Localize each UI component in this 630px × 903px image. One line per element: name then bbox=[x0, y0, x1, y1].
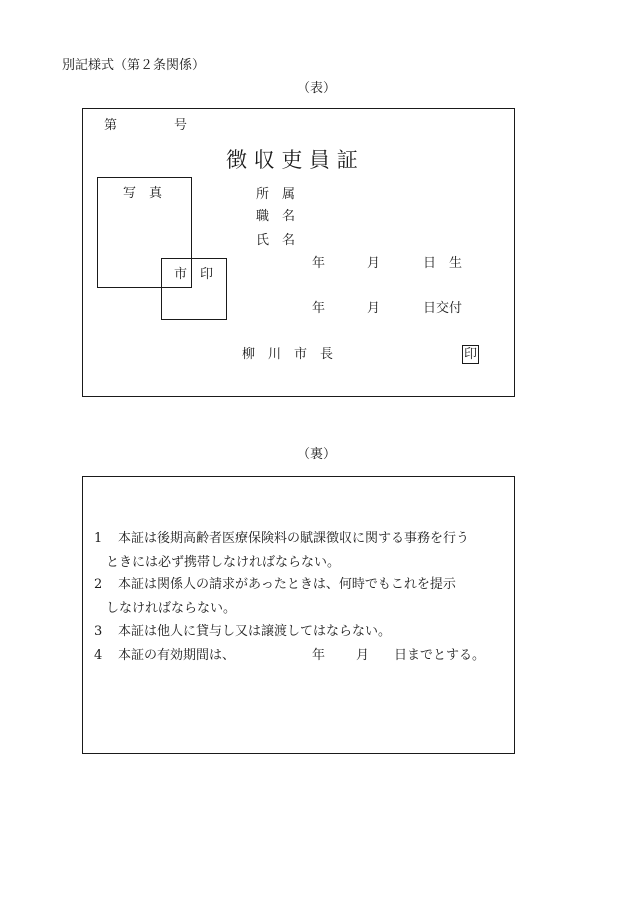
birth-day: 日 生 bbox=[423, 256, 463, 271]
item-4-month: 月 bbox=[356, 648, 370, 663]
item-1-line1: 本証は後期高齢者医療保険料の賦課徴収に関する事務を行う bbox=[118, 531, 470, 546]
issuer-seal-label: 印 bbox=[464, 347, 478, 362]
item-4-year: 年 bbox=[312, 648, 326, 663]
number-dai: 第 bbox=[104, 118, 118, 133]
item-1-number: 1 bbox=[94, 531, 103, 546]
city-seal-label: 市 印 bbox=[174, 267, 214, 282]
photo-label: 写 真 bbox=[123, 186, 163, 201]
issue-year: 年 bbox=[312, 301, 326, 316]
card-title: 徴 収 吏 員 証 bbox=[226, 148, 358, 172]
item-2-line1: 本証は関係人の請求があったときは、何時でもこれを提示 bbox=[118, 577, 456, 592]
birth-year: 年 bbox=[312, 256, 326, 271]
item-3-line1: 本証は他人に貸与し又は譲渡してはならない。 bbox=[118, 624, 392, 639]
front-side-label: （表） bbox=[297, 81, 337, 96]
birth-month: 月 bbox=[367, 256, 381, 271]
field-affiliation: 所 属 bbox=[256, 187, 296, 202]
number-go: 号 bbox=[174, 118, 188, 133]
item-1-line2: ときには必ず携帯しなければならない。 bbox=[106, 555, 341, 570]
back-side-label: （裏） bbox=[297, 447, 337, 462]
issue-month: 月 bbox=[367, 301, 381, 316]
form-label: 別記様式（第２条関係） bbox=[62, 58, 206, 73]
field-name: 氏 名 bbox=[256, 233, 296, 248]
issuer: 柳 川 市 長 bbox=[242, 347, 334, 362]
issue-day: 日交付 bbox=[423, 301, 463, 316]
item-4-number: 4 bbox=[94, 648, 103, 663]
item-2-number: 2 bbox=[94, 577, 103, 592]
item-4-until: 日までとする。 bbox=[394, 648, 486, 663]
item-3-number: 3 bbox=[94, 624, 103, 639]
field-position: 職 名 bbox=[256, 209, 296, 224]
issuer-seal bbox=[462, 345, 479, 361]
item-4-line1: 本証の有効期間は、 bbox=[118, 648, 236, 663]
item-2-line2: しなければならない。 bbox=[106, 601, 237, 616]
